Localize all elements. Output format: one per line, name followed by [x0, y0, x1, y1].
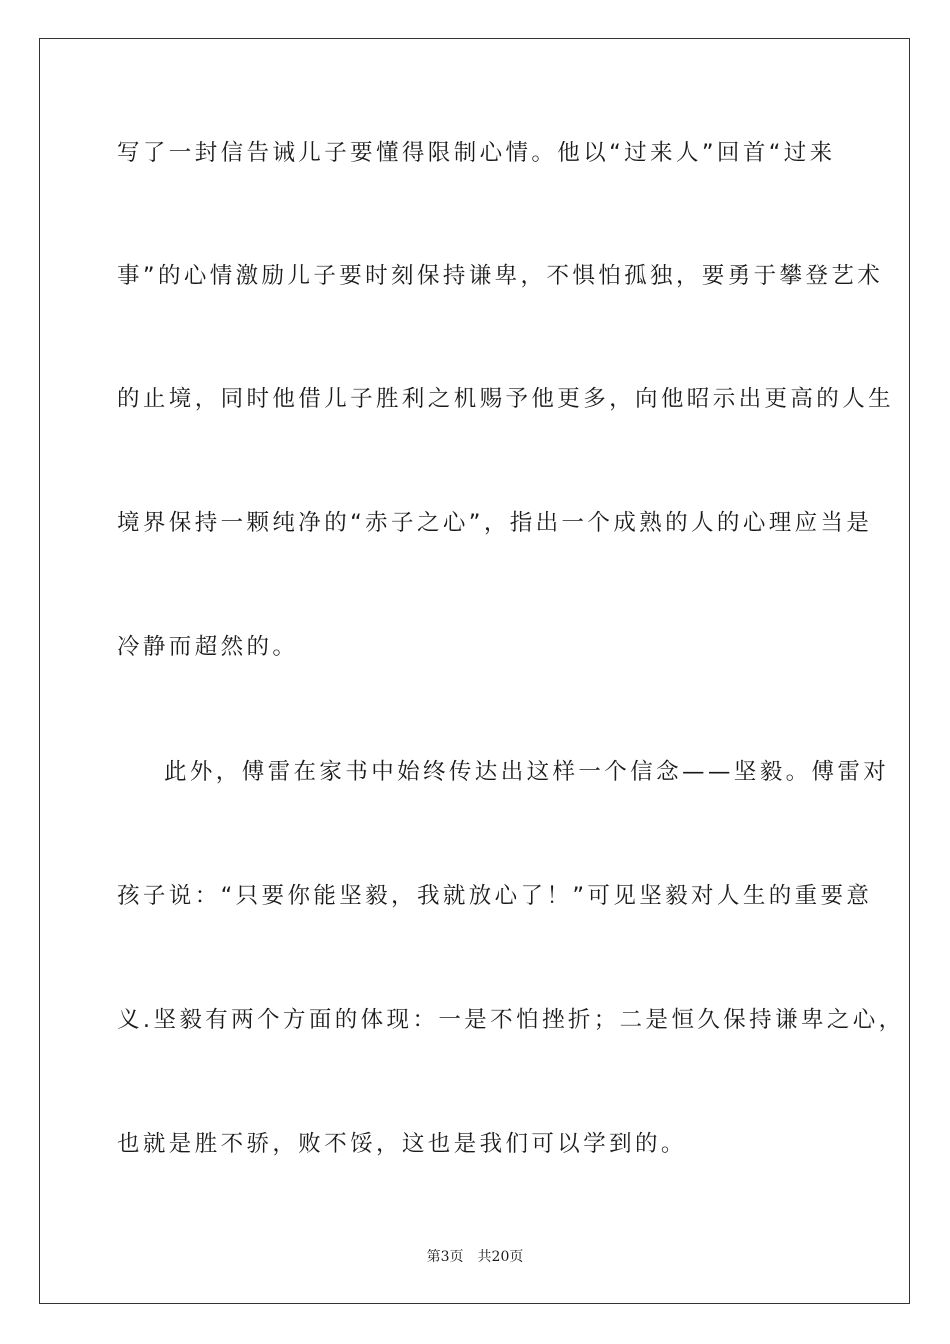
page-number: 第3页	[426, 1249, 464, 1265]
paragraph-line: 写了一封信告诫儿子要懂得限制心情。他以“过来人”回首“过来	[117, 140, 836, 166]
page-total: 共20页	[477, 1249, 524, 1265]
paragraph-line: 也就是胜不骄，败不馁，这也是我们可以学到的。	[117, 1131, 687, 1157]
page-footer	[0, 1246, 950, 1266]
page-border	[39, 38, 910, 1304]
paragraph-line: 此外，傅雷在家书中始终传达出这样一个信念——坚毅。傅雷对	[164, 759, 890, 785]
paragraph-line: 事”的心情激励儿子要时刻保持谦卑，不惧怕孤独，要勇于攀登艺术	[117, 263, 884, 289]
paragraph-line: 义.坚毅有两个方面的体现：一是不怕挫折；二是恒久保持谦卑之心，	[117, 1007, 905, 1033]
paragraph-line: 境界保持一颗纯净的“赤子之心”，指出一个成熟的人的心理应当是	[117, 510, 873, 536]
paragraph-line: 孩子说：“只要你能坚毅，我就放心了！”可见坚毅对人生的重要意	[117, 883, 873, 909]
paragraph-line: 冷静而超然的。	[117, 634, 299, 660]
paragraph-line: 的止境，同时他借儿子胜利之机赐予他更多，向他昭示出更高的人生	[117, 386, 895, 412]
